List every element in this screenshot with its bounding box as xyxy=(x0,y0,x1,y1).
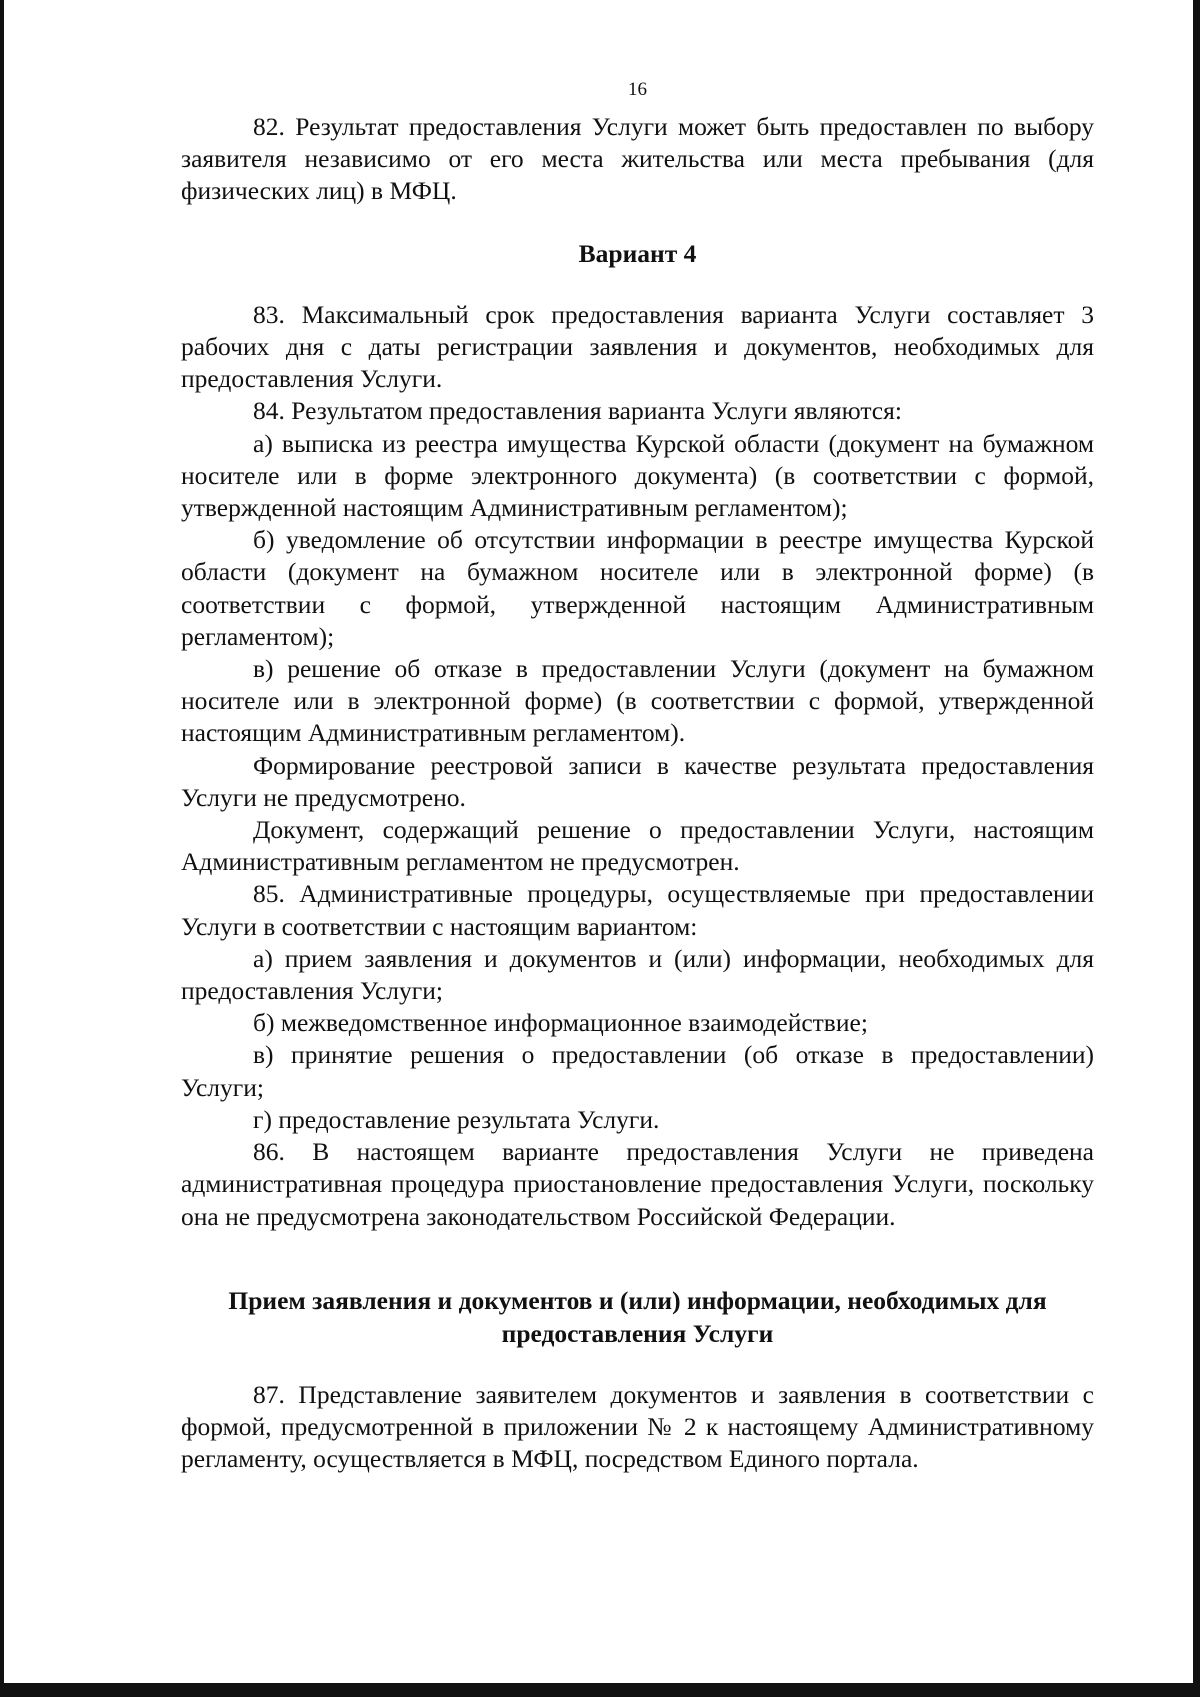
document-page xyxy=(181,78,1094,1475)
paragraph-85: 85. Административные процедуры, осуществляемые при предоставлении Услуги в соответствии с настоящим вариантом: xyxy=(181,879,1094,941)
paragraph-86: 86. В настоящем варианте предоставления Услуги не приведена административная процедура приостановление предоставления Услуги, поскольку она не предусмотрена законодательством Российской Федерации. xyxy=(181,1137,1094,1231)
scan-border-left xyxy=(0,0,4,1697)
paragraph-84-registry: Формирование реестровой записи в качестве результата предоставления Услуги не предусмотрено. xyxy=(181,750,1094,812)
heading-section-reception: Прием заявления и документов и (или) информации, необходимых для предоставления Услуги xyxy=(228,1285,1047,1348)
scan-border-bottom xyxy=(0,1683,1200,1697)
page-number: 16 xyxy=(628,79,647,100)
paragraph-84: 84. Результатом предоставления варианта Услуги являются: xyxy=(253,396,902,426)
paragraph-84-v: в) решение об отказе в предоставлении Услуги (документ на бумажном носителе или в электронной форме) (в соответствии с формой, утвержденной настоящим Административным регламентом). xyxy=(181,654,1094,748)
paragraph-85-a: а) прием заявления и документов и (или) информации, необходимых для предоставления Услуги; xyxy=(181,943,1094,1006)
scan-border-right xyxy=(1193,0,1200,1697)
paragraph-85-v: в) принятие решения о предоставлении (об отказе в предоставлении) Услуги; xyxy=(181,1040,1094,1102)
paragraph-85-b: б) межведомственное информационное взаимодействие; xyxy=(253,1008,868,1038)
heading-variant-4: Вариант 4 xyxy=(578,238,697,268)
paragraph-84-a: а) выписка из реестра имущества Курской области (документ на бумажном носителе или в форме электронного документа) (в соответствии с формой, утвержденной настоящим Административным регламентом); xyxy=(181,428,1094,523)
paragraph-83: 83. Максимальный срок предоставления варианта Услуги составляет 3 рабочих дня с даты регистрации заявления и документов, необходимых для предоставления Услуги. xyxy=(181,299,1094,394)
paragraph-84-document: Документ, содержащий решение о предоставлении Услуги, настоящим Административным регламентом не предусмотрен. xyxy=(181,815,1094,877)
paragraph-82: 82. Результат предоставления Услуги может быть предоставлен по выбору заявителя независимо от его места жительства или места пребывания (для физических лиц) в МФЦ. xyxy=(181,112,1094,206)
paragraph-84-b: б) уведомление об отсутствии информации в реестре имущества Курской области (документ на бумажном носителе или в электронной форме) (в соответствии с формой, утвержденной настоящим Административным регламентом); xyxy=(181,525,1094,651)
paragraph-85-g: г) предоставление результата Услуги. xyxy=(253,1104,660,1134)
paragraph-87: 87. Представление заявителем документов и заявления в соответствии с формой, предусмотренной в приложении № 2 к настоящему Административному регламенту, осуществляется в МФЦ, посредством Единого портала. xyxy=(181,1379,1094,1474)
